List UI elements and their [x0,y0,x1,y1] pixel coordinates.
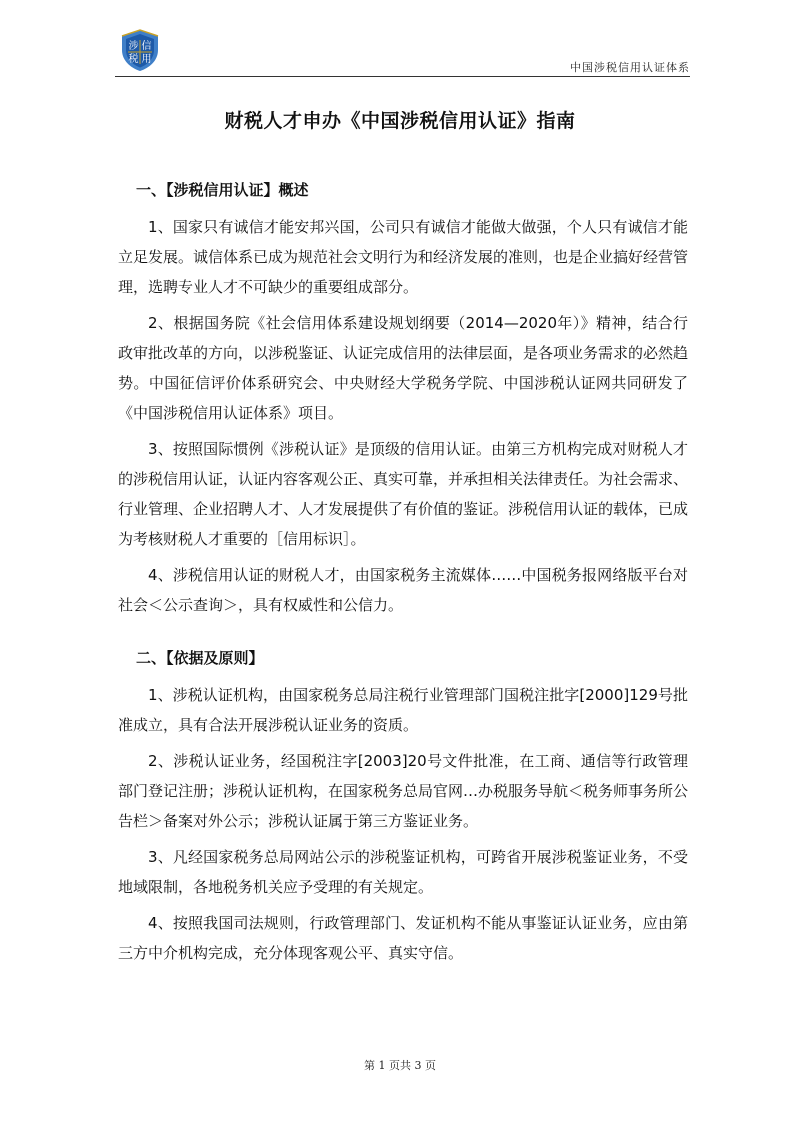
document-body [118,178,688,974]
section-title: 二、【依据及原则】 [136,649,264,667]
logo-char: 信 [141,41,152,52]
header-divider [115,76,690,77]
logo-char: 税 [128,54,139,65]
page-header [0,0,800,80]
section-title: 一、【涉税信用认证】概述 [136,181,309,199]
paragraph: 2、涉税认证业务，经国税注字[2003]20号文件批准，在工商、通信等行政管理部门登记注册；涉税认证机构，在国家税务总局官网…办税服务导航＜税务师事务所公告栏＞备案对外公示；涉税认证属于第三方鉴证业务。 [118,752,689,830]
paragraph: 4、涉税信用认证的财税人才，由国家税务主流媒体……中国税务报网络版平台对社会＜公示查询＞，具有权威性和公信力。 [118,566,688,614]
section-basis-principles [118,646,688,968]
section-overview [118,178,688,620]
logo-char: 涉 [128,41,139,52]
shield-logo-icon [118,28,162,72]
paragraph: 3、按照国际惯例《涉税认证》是顶级的信用认证。由第三方机构完成对财税人才的涉税信用认证，认证内容客观公正、真实可靠，并承担相关法律责任。为社会需求、行业管理、企业招聘人才、人才发展提供了有价值的鉴证。涉税信用认证的载体，已成为考核财税人才重要的［信用标识］。 [118,440,689,548]
header-title: 中国涉税信用认证体系 [570,61,690,74]
document-title: 财税人才申办《中国涉税信用认证》指南 [224,110,576,132]
paragraph: 2、根据国务院《社会信用体系建设规划纲要（2014—2020年）》精神，结合行政审批改革的方向，以涉税鉴证、认证完成信用的法律层面，是各项业务需求的必然趋势。中国征信评价体系研究会、中央财经大学税务学院、中国涉税认证网共同研发了《中国涉税信用认证体系》项目。 [118,314,689,422]
paragraph: 4、按照我国司法规则，行政管理部门、发证机构不能从事鉴证认证业务，应由第三方中介机构完成，充分体现客观公平、真实守信。 [118,914,688,962]
paragraph: 3、凡经国家税务总局网站公示的涉税鉴证机构，可跨省开展涉税鉴证业务，不受地域限制，各地税务机关应予受理的有关规定。 [118,848,688,896]
paragraph: 1、国家只有诚信才能安邦兴国，公司只有诚信才能做大做强，个人只有诚信才能立足发展。诚信体系已成为规范社会文明行为和经济发展的准则，也是企业搞好经营管理，选聘专业人才不可缺少的重要组成部分。 [118,218,689,296]
logo-char: 用 [141,54,152,65]
page-number: 第 1 页共 3 页 [364,1059,436,1072]
paragraph: 1、涉税认证机构，由国家税务总局注税行业管理部门国税注批字[2000]129号批准成立，具有合法开展涉税认证业务的资质。 [118,686,688,734]
